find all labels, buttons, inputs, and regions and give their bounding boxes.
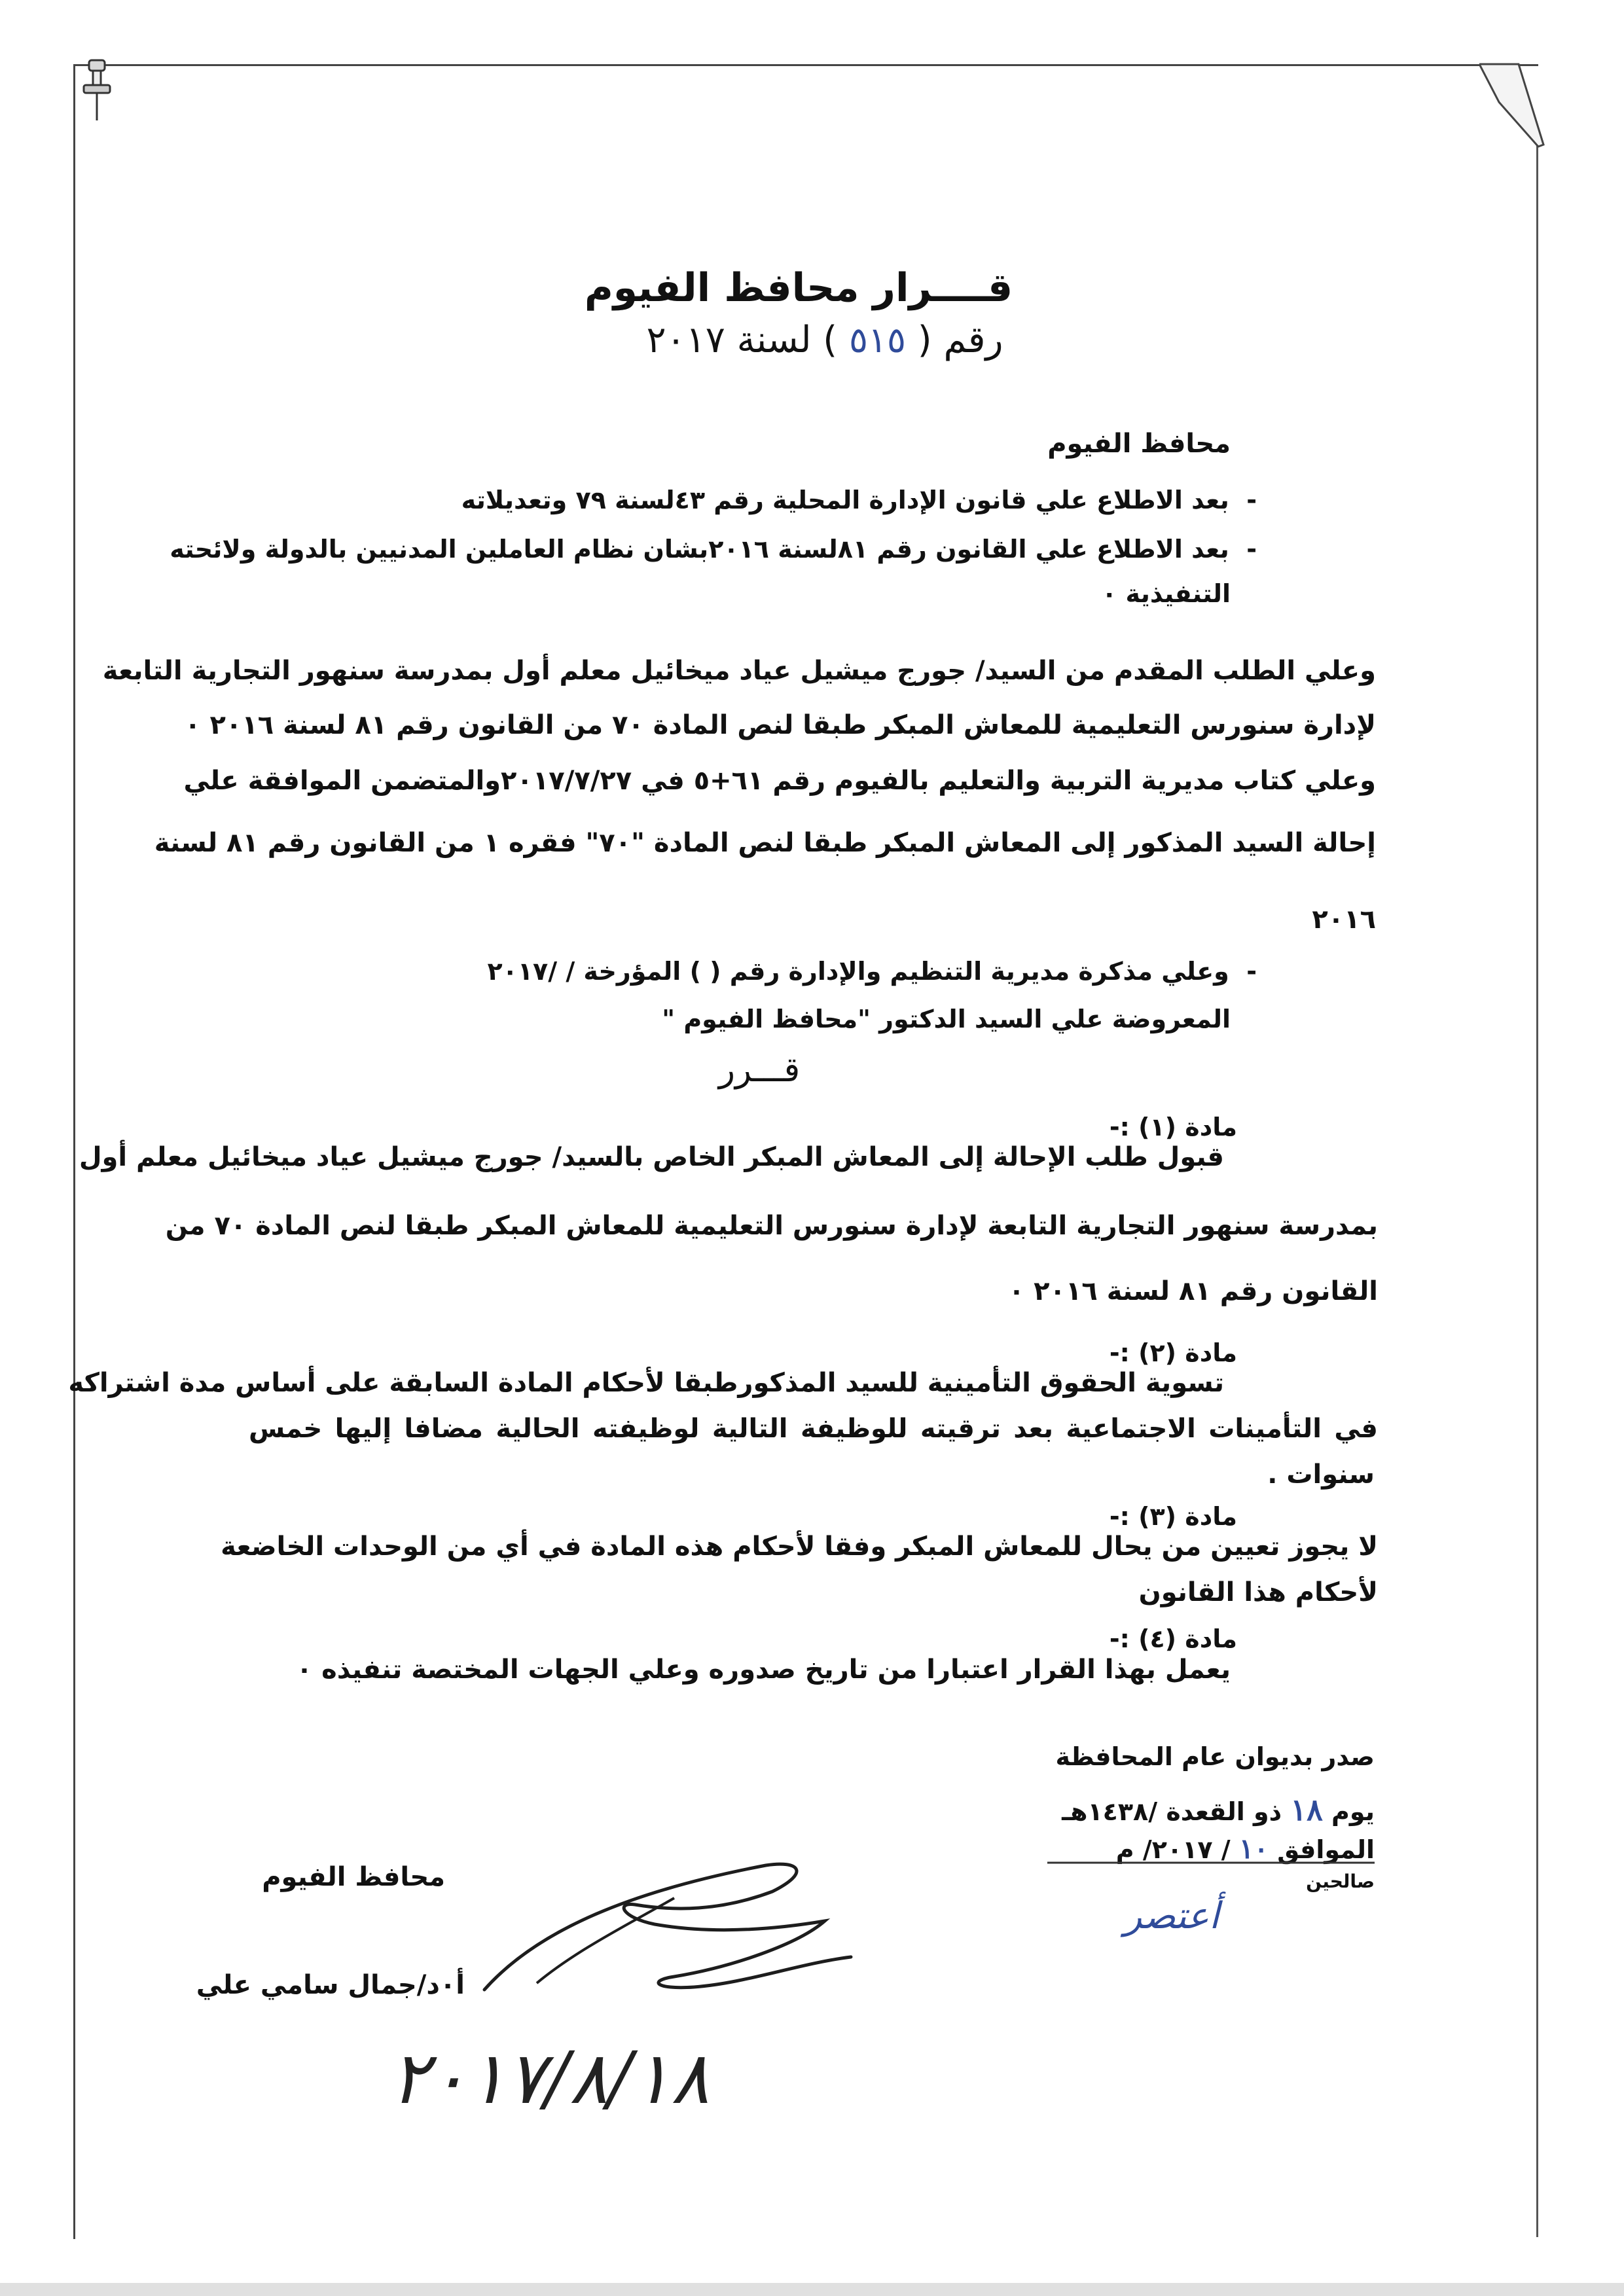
hijri-date: يوم ١٨ ذو القعدة /١٤٣٨هـ (1062, 1792, 1375, 1827)
preamble-bullet-2-cont: التنفيذية ٠ (1102, 579, 1231, 608)
governor-title: محافظ الفيوم (262, 1862, 445, 1892)
paragraph-line-3: وعلي كتاب مديرية التربية والتعليم بالفيوم رقم ٦١+٥ في ٢٠١٧/٧/٢٧والمتضمن الموافقة علي (183, 766, 1376, 796)
article-2-line-2: في التأمينات الاجتماعية بعد ترقيته للوظيفة التالية لوظيفته الحالية مضافا إليها خمس (249, 1414, 1378, 1444)
paragraph-line-4: إحالة السيد المذكور إلى المعاش المبكر طبقا لنص المادة "٧٠" فقره ١ من القانون رقم ٨١ لسنة (154, 828, 1376, 858)
handwritten-greg-day: ١٠ (1238, 1833, 1269, 1865)
article-1-line-2: بمدرسة سنهور التجارية التابعة لإدارة سنورس التعليمية للمعاش المبكر طبقا لنص المادة ٧٠ من (165, 1211, 1378, 1241)
article-4-heading: مادة (٤) :- (1109, 1624, 1237, 1653)
governor-signature (458, 1852, 864, 2009)
article-2-line-1: تسوية الحقوق التأمينية للسيد المذكورطبقا لأحكام المادة السابقة على أساس مدة اشتراكه (68, 1368, 1224, 1398)
memo-line-1: - وعلي مذكرة مديرية التنظيم والإدارة رقم ( ) المؤرخة / /٢٠١٧ (487, 957, 1257, 986)
page-corner-fold (1479, 63, 1545, 148)
scan-edge (0, 2283, 1624, 2296)
handwritten-day: ١٨ (1290, 1792, 1323, 1827)
article-1-line-1: قبول طلب الإحالة إلى المعاش المبكر الخاص بالسيد/ جورج ميشيل عياد ميخائيل معلم أول (79, 1142, 1224, 1172)
decree-number (615, 319, 1034, 361)
article-3-line-2: لأحكام هذا القانون (1138, 1577, 1378, 1607)
clerk-handwritten-initials: أعتصر (1124, 1895, 1219, 1937)
preamble-bullet-1: - بعد الاطلاع علي قانون الإدارة المحلية رقم ٤٣لسنة ٧٩ وتعديلاته (461, 486, 1257, 514)
authority-label: محافظ الفيوم (1047, 429, 1231, 459)
paragraph-line-2: لإدارة سنورس التعليمية للمعاش المبكر طبقا لنص المادة ٧٠ من القانون رقم ٨١ لسنة ٢٠١٦ ٠ (185, 710, 1376, 740)
push-pin-icon (77, 58, 117, 123)
number-prefix: رقم ( (917, 319, 1003, 361)
article-2-heading: مادة (٢) :- (1109, 1338, 1237, 1367)
date-underline (1047, 1860, 1375, 1865)
page-edge (1536, 144, 1538, 2237)
governor-name: أ٠د/جمال سامي علي (196, 1970, 465, 2000)
issued-at: صدر بديوان عام المحافظة (1055, 1742, 1375, 1771)
gregorian-date: الموافق ١٠ / ٢٠١٧/ م (1115, 1833, 1375, 1865)
article-1-line-3: القانون رقم ٨١ لسنة ٢٠١٦ ٠ (1008, 1276, 1378, 1306)
paragraph-line-5: ٢٠١٦ (1312, 905, 1376, 935)
preamble-bullet-2: - بعد الاطلاع علي القانون رقم ٨١لسنة ٢٠١٦بشان نظام العاملين المدنيين بالدولة ولائحته (170, 535, 1257, 564)
page-title: قــــرار محافظ الفيوم (584, 265, 1013, 311)
memo-line-2: المعروضة علي السيد الدكتور "محافظ الفيوم " (662, 1005, 1231, 1033)
article-3-line-1: لا يجوز تعيين من يحال للمعاش المبكر وفقا لأحكام هذه المادة في أي من الوحدات الخاضعة (221, 1532, 1378, 1562)
handwritten-decree-number: ٥١٥ (848, 319, 906, 361)
article-3-heading: مادة (٣) :- (1109, 1502, 1237, 1531)
decision-word: قـــرر (718, 1050, 801, 1090)
paragraph-line-1: وعلي الطلب المقدم من السيد/ جورج ميشيل عياد ميخائيل معلم أول بمدرسة سنهور التجارية التابعة (102, 656, 1376, 686)
number-suffix: ) لسنة ٢٠١٧ (646, 319, 838, 361)
article-4-line-1: يعمل بهذا القرار اعتبارا من تاريخ صدوره وعلي الجهات المختصة تنفيذه ٠ (296, 1655, 1231, 1685)
article-1-heading: مادة (١) :- (1109, 1113, 1237, 1141)
clerk-name: صالحين (1306, 1871, 1375, 1892)
article-2-line-3: سنوات . (1267, 1460, 1375, 1490)
handwritten-signature-date: ٢٠١٧/٨/١٨ (390, 2036, 710, 2120)
